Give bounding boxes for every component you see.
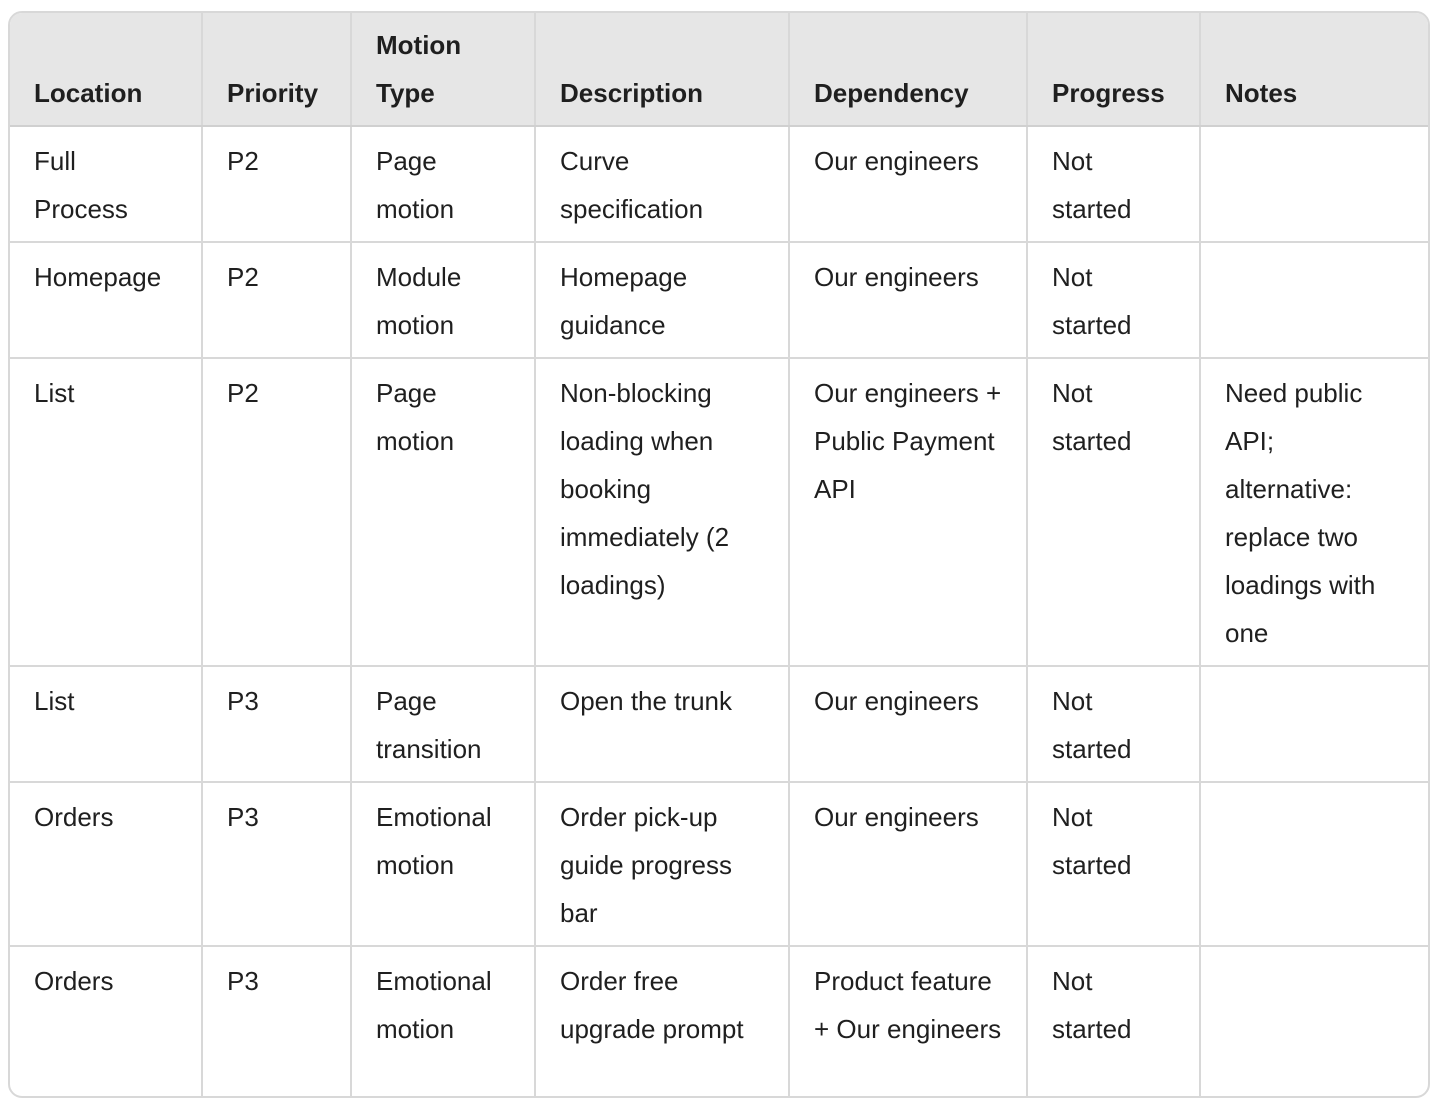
cell-notes[interactable] [1200,126,1430,242]
cell-motion-type[interactable]: Page motion [351,358,535,666]
cell-dependency[interactable]: Our engineers + Public Payment API [789,358,1027,666]
cell-motion-type[interactable]: Page transition [351,666,535,782]
column-header-location[interactable]: Location [10,13,202,126]
cell-location[interactable]: Orders [10,782,202,946]
cell-progress[interactable]: Not started [1027,946,1200,1098]
cell-location[interactable]: List [10,358,202,666]
cell-location[interactable]: Full Process [10,126,202,242]
cell-notes[interactable] [1200,242,1430,358]
cell-motion-type[interactable]: Emotional motion [351,782,535,946]
cell-description[interactable]: Non-blocking loading when booking immediately (2 loadings) [535,358,789,666]
column-header-priority[interactable]: Priority [202,13,351,126]
cell-notes[interactable] [1200,782,1430,946]
motion-plan-table [10,13,1430,1098]
column-header-dependency[interactable]: Dependency [789,13,1027,126]
cell-motion-type[interactable]: Module motion [351,242,535,358]
cell-priority[interactable]: P3 [202,666,351,782]
table-row [10,242,1430,358]
cell-motion-type[interactable]: Emotional motion [351,946,535,1098]
cell-description[interactable]: Open the trunk [535,666,789,782]
cell-dependency[interactable]: Our engineers [789,782,1027,946]
cell-notes[interactable] [1200,666,1430,782]
table-row [10,946,1430,1098]
cell-priority[interactable]: P2 [202,358,351,666]
column-header-progress[interactable]: Progress [1027,13,1200,126]
cell-dependency[interactable]: Our engineers [789,666,1027,782]
table-row [10,358,1430,666]
cell-priority[interactable]: P2 [202,242,351,358]
table-header-row [10,13,1430,126]
cell-description[interactable]: Order pick-up guide progress bar [535,782,789,946]
cell-progress[interactable]: Not started [1027,666,1200,782]
cell-progress[interactable]: Not started [1027,242,1200,358]
table-row [10,782,1430,946]
cell-notes[interactable]: Need public API; alternative: replace two loadings with one [1200,358,1430,666]
cell-notes[interactable] [1200,946,1430,1098]
column-header-motion-type[interactable]: Motion Type [351,13,535,126]
cell-dependency[interactable]: Our engineers [789,126,1027,242]
cell-description[interactable]: Homepage guidance [535,242,789,358]
cell-priority[interactable]: P3 [202,946,351,1098]
table-row [10,666,1430,782]
cell-location[interactable]: List [10,666,202,782]
cell-progress[interactable]: Not started [1027,782,1200,946]
cell-dependency[interactable]: Our engineers [789,242,1027,358]
cell-priority[interactable]: P2 [202,126,351,242]
cell-progress[interactable]: Not started [1027,126,1200,242]
cell-dependency[interactable]: Product feature + Our engineers [789,946,1027,1098]
cell-priority[interactable]: P3 [202,782,351,946]
column-header-description[interactable]: Description [535,13,789,126]
cell-motion-type[interactable]: Page motion [351,126,535,242]
column-header-notes[interactable]: Notes [1200,13,1430,126]
table-row [10,126,1430,242]
cell-description[interactable]: Order free upgrade prompt [535,946,789,1098]
cell-progress[interactable]: Not started [1027,358,1200,666]
cell-location[interactable]: Orders [10,946,202,1098]
cell-description[interactable]: Curve specification [535,126,789,242]
motion-plan-table-container [8,11,1430,1098]
cell-location[interactable]: Homepage [10,242,202,358]
